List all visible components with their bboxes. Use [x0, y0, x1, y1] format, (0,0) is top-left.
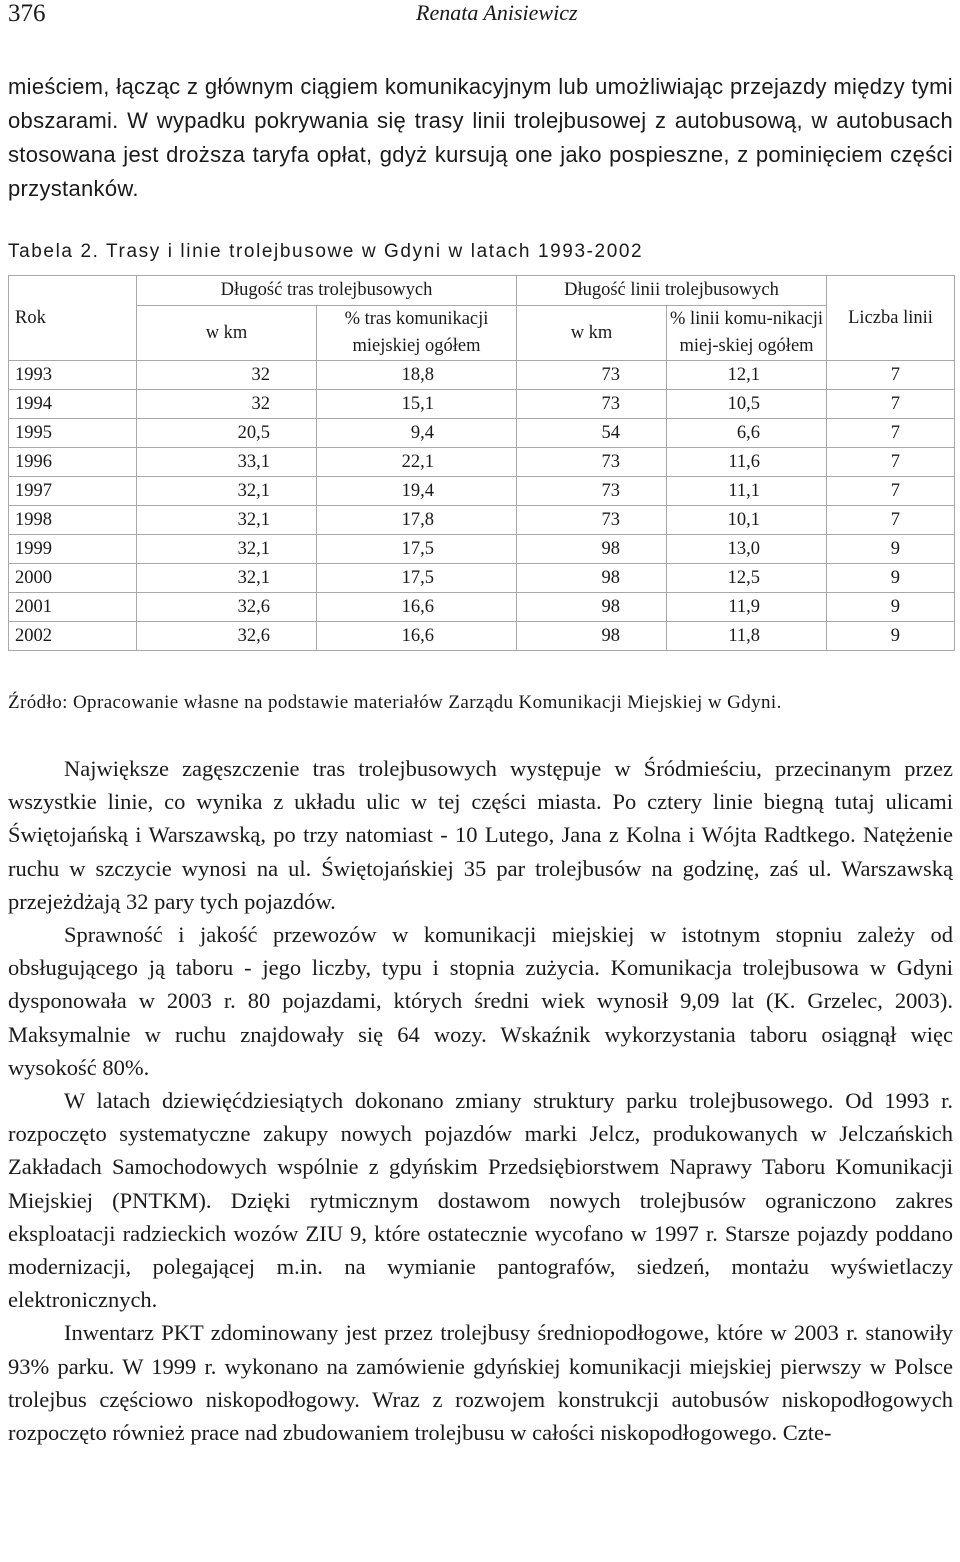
table-row	[9, 448, 955, 477]
cell-line-count: 7	[827, 390, 955, 419]
header-lines-pct: % linii komu-nikacji miej-skiej ogółem	[667, 306, 827, 361]
cell-lines-pct: 12,5	[667, 564, 827, 593]
cell-line-count: 9	[827, 593, 955, 622]
cell-routes-km: 32	[137, 361, 317, 390]
cell-routes-km: 32	[137, 390, 317, 419]
cell-lines-pct: 12,1	[667, 361, 827, 390]
cell-lines-pct: 10,5	[667, 390, 827, 419]
cell-year: 1998	[9, 506, 137, 535]
cell-routes-km: 32,1	[137, 506, 317, 535]
cell-routes-pct: 22,1	[317, 448, 517, 477]
cell-routes-pct: 9,4	[317, 419, 517, 448]
cell-routes-km: 32,6	[137, 622, 317, 651]
table-source-note: Źródło: Opracowanie własne na podstawie materiałów Zarządu Komunikacji Miejskiej w Gdyni.	[8, 692, 782, 713]
header-group-lines: Długość linii trolejbusowych	[517, 276, 827, 306]
cell-line-count: 9	[827, 564, 955, 593]
header-routes-km: w km	[137, 306, 317, 361]
cell-lines-pct: 11,9	[667, 593, 827, 622]
body-paragraph: Inwentarz PKT zdominowany jest przez trolejbusy średniopodłogowe, które w 2003 r. stanowiły 93% parku. W 1999 r. wykonano na zamówienie gdyńskiej komunikacji miejskiej pierwszy w Polsce trolejbus częściowo niskopodłogowy. Wraz z rozwojem konstrukcji autobusów niskopodłogowych rozpoczęto również prace nad zbudowaniem trolejbusu w całości niskopodłogowego. Czte-	[8, 1320, 953, 1446]
cell-year: 1999	[9, 535, 137, 564]
cell-lines-km: 73	[517, 506, 667, 535]
table-caption: Tabela 2. Trasy i linie trolejbusowe w Gdyni w latach 1993-2002	[8, 241, 644, 262]
cell-lines-km: 98	[517, 564, 667, 593]
cell-year: 1994	[9, 390, 137, 419]
table-row	[9, 593, 955, 622]
cell-line-count: 7	[827, 419, 955, 448]
cell-routes-km: 32,6	[137, 593, 317, 622]
cell-year: 1993	[9, 361, 137, 390]
cell-routes-km: 20,5	[137, 419, 317, 448]
cell-lines-pct: 10,1	[667, 506, 827, 535]
cell-lines-km: 73	[517, 361, 667, 390]
cell-line-count: 7	[827, 361, 955, 390]
running-head	[0, 0, 960, 30]
cell-routes-km: 32,1	[137, 564, 317, 593]
cell-year: 2002	[9, 622, 137, 651]
cell-year: 2000	[9, 564, 137, 593]
cell-lines-km: 54	[517, 419, 667, 448]
cell-lines-km: 98	[517, 593, 667, 622]
table-header-row	[9, 276, 955, 306]
table-subheader-row	[9, 306, 955, 361]
cell-routes-pct: 16,6	[317, 593, 517, 622]
header-line-count: Liczba linii	[827, 276, 955, 361]
cell-routes-km: 33,1	[137, 448, 317, 477]
cell-year: 1997	[9, 477, 137, 506]
cell-routes-pct: 16,6	[317, 622, 517, 651]
cell-line-count: 7	[827, 506, 955, 535]
header-group-routes: Długość tras trolejbusowych	[137, 276, 517, 306]
table-row	[9, 390, 955, 419]
cell-routes-pct: 17,8	[317, 506, 517, 535]
author-name: Renata Anisiewicz	[416, 0, 578, 25]
cell-lines-pct: 13,0	[667, 535, 827, 564]
cell-line-count: 9	[827, 535, 955, 564]
cell-year: 1995	[9, 419, 137, 448]
cell-lines-pct: 6,6	[667, 419, 827, 448]
cell-routes-pct: 19,4	[317, 477, 517, 506]
cell-routes-pct: 18,8	[317, 361, 517, 390]
cell-lines-km: 73	[517, 390, 667, 419]
cell-routes-pct: 17,5	[317, 564, 517, 593]
cell-lines-pct: 11,8	[667, 622, 827, 651]
cell-lines-pct: 11,1	[667, 477, 827, 506]
cell-routes-km: 32,1	[137, 477, 317, 506]
table-row	[9, 361, 955, 390]
cell-lines-km: 98	[517, 622, 667, 651]
trolleybus-table	[8, 275, 955, 651]
table-row	[9, 535, 955, 564]
cell-routes-pct: 15,1	[317, 390, 517, 419]
table-row	[9, 564, 955, 593]
cell-routes-km: 32,1	[137, 535, 317, 564]
page-number: 376	[8, 0, 46, 27]
table-row	[9, 477, 955, 506]
cell-line-count: 7	[827, 448, 955, 477]
body-paragraph: Sprawność i jakość przewozów w komunikacji miejskiej w istotnym stopniu zależy od obsługującego ją taboru - jego liczby, typu i stopnia zużycia. Komunikacja trolejbusowa w Gdyni dysponowała w 2003 r. 80 pojazdami, których średni wiek wynosił 9,09 lat (K. Grzelec, 2003). Maksymalnie w ruchu znajdowały się 64 wozy. Wskaźnik wykorzystania taboru osiągnął więc wysokość 80%.	[8, 922, 953, 1080]
cell-year: 1996	[9, 448, 137, 477]
cell-routes-pct: 17,5	[317, 535, 517, 564]
body-text	[8, 752, 953, 1449]
cell-line-count: 9	[827, 622, 955, 651]
cell-year: 2001	[9, 593, 137, 622]
cell-lines-km: 73	[517, 448, 667, 477]
table-row	[9, 622, 955, 651]
body-paragraph: Największe zagęszczenie tras trolejbusowych występuje w Śródmieściu, przecinanym przez wszystkie linie, co wynika z układu ulic w tej części miasta. Po cztery linie biegną tutaj ulicami Świętojańską i Warszawską, po trzy natomiast - 10 Lutego, Jana z Kolna i Wójta Radtkego. Natężenie ruchu w szczycie wynosi na ul. Świętojańskiej 35 par trolejbusów na godzinę, zaś ul. Warszawską przejeżdżają 32 pary tych pojazdów.	[8, 756, 953, 914]
cell-lines-km: 73	[517, 477, 667, 506]
header-year: Rok	[9, 276, 137, 361]
intro-paragraph: mieściem, łącząc z głównym ciągiem komunikacyjnym lub umożliwiając przejazdy między tymi obszarami. W wypadku pokrywania się trasy linii trolejbusowej z autobusową, w autobusach stosowana jest droższa taryfa opłat, gdyż kursują one jako pospieszne, z pominięciem części przystanków.	[8, 74, 953, 201]
body-paragraph: W latach dziewięćdziesiątych dokonano zmiany struktury parku trolejbusowego. Od 1993 r. rozpoczęto systematyczne zakupy nowych pojazdów marki Jelcz, produkowanych w Jelczańskich Zakładach Samochodowych wspólnie z gdyńskim Przedsiębiorstwem Naprawy Taboru Komunikacji Miejskiej (PNTKM). Dzięki rytmicznym dostawom nowych trolejbusów ograniczono zakres eksploatacji radzieckich wozów ZIU 9, które ostatecznie wycofano w 1997 r. Starsze pojazdy poddano modernizacji, polegającej m.in. na wymianie pantografów, siedzeń, montażu wyświetlaczy elektronicznych.	[8, 1088, 953, 1313]
header-routes-pct: % tras komunikacji miejskiej ogółem	[317, 306, 517, 361]
table-row	[9, 506, 955, 535]
header-lines-km: w km	[517, 306, 667, 361]
table-row	[9, 419, 955, 448]
cell-lines-km: 98	[517, 535, 667, 564]
cell-line-count: 7	[827, 477, 955, 506]
cell-lines-pct: 11,6	[667, 448, 827, 477]
